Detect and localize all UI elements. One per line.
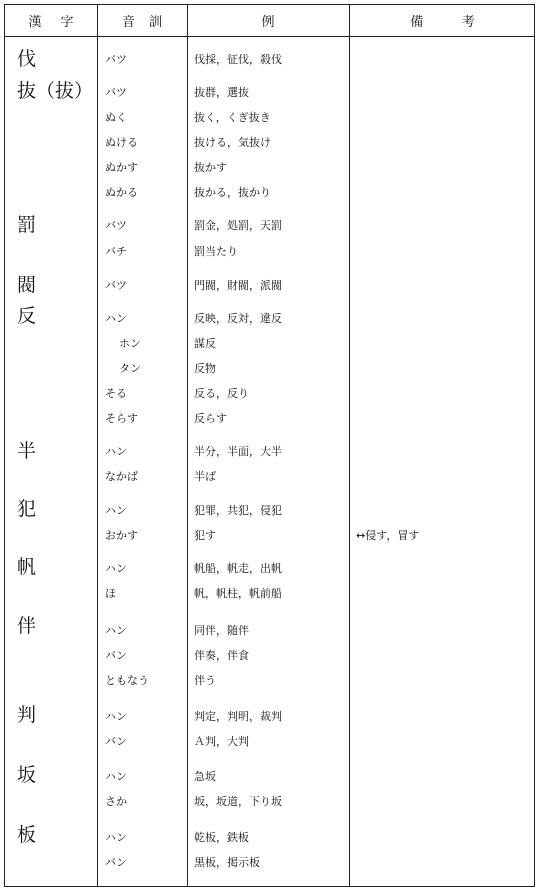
example-cell: 反らす xyxy=(194,412,227,425)
column-divider xyxy=(187,5,188,886)
reading-cell: ともなう xyxy=(105,674,149,687)
reading-cell: ぬかす xyxy=(105,161,138,174)
reading-cell: ハン xyxy=(105,504,127,517)
example-cell: 抜かる，抜かり xyxy=(194,186,271,199)
example-cell: 反映，反対，違反 xyxy=(194,312,282,325)
example-cell: 帆，帆柱，帆前船 xyxy=(194,587,282,600)
kanji-cell: 半 xyxy=(17,440,37,462)
reading-cell: ほ xyxy=(105,587,116,600)
example-cell: 門閥，財閥，派閥 xyxy=(194,279,282,292)
example-cell: 抜ける，気抜け xyxy=(194,136,271,149)
note-cell: ↔侵す，冒す xyxy=(356,529,420,542)
example-cell: 伐採，征伐，殺伐 xyxy=(194,53,282,66)
example-cell: 犯す xyxy=(194,529,216,542)
kanji-cell: 犯 xyxy=(17,498,37,520)
header-onkun-char: 訓 xyxy=(148,15,162,30)
header-note xyxy=(349,5,536,36)
reading-cell: ハン xyxy=(105,770,127,783)
reading-cell: バツ xyxy=(105,279,127,292)
example-cell: 反物 xyxy=(194,362,216,375)
example-cell: 伴奏，伴食 xyxy=(194,649,249,662)
example-cell: 帆船，帆走，出帆 xyxy=(194,562,282,575)
reading-cell: ぬかる xyxy=(105,186,138,199)
header-example-char: 例 xyxy=(261,15,275,30)
example-cell: 抜群，選抜 xyxy=(194,86,249,99)
example-cell: 謀反 xyxy=(194,337,216,350)
kanji-cell: 坂 xyxy=(17,764,37,786)
reading-cell: ハン xyxy=(105,562,127,575)
example-cell: 半分，半面，大半 xyxy=(194,445,282,458)
example-cell: 乾板，鉄板 xyxy=(194,831,249,844)
reading-cell: そらす xyxy=(105,412,138,425)
reading-cell: バン xyxy=(105,856,127,869)
column-divider xyxy=(349,5,350,886)
kanji-cell: 伐 xyxy=(17,48,37,70)
kanji-cell: 判 xyxy=(17,704,37,726)
header-onkun xyxy=(97,5,187,36)
example-cell: 同伴，随伴 xyxy=(194,624,249,637)
header-kanji-char: 漢 xyxy=(28,15,42,30)
reading-cell: なかば xyxy=(105,470,138,483)
reading-cell: そる xyxy=(105,387,127,400)
reading-cell: ぬく xyxy=(105,111,127,124)
example-cell: 犯罪，共犯，侵犯 xyxy=(194,504,282,517)
kanji-cell: 罰 xyxy=(17,214,37,236)
example-cell: 反る，反り xyxy=(194,387,249,400)
example-cell: 伴う xyxy=(194,674,216,687)
example-cell: 急坂 xyxy=(194,770,216,783)
example-cell: 黒板，掲示板 xyxy=(194,856,260,869)
reading-cell: ハン xyxy=(105,624,127,637)
reading-cell: おかす xyxy=(105,529,138,542)
example-cell: 罰金，処罰，天罰 xyxy=(194,219,282,232)
column-divider xyxy=(97,5,98,886)
kanji-cell: 伴 xyxy=(17,615,37,637)
header-kanji xyxy=(5,5,97,36)
reading-cell: タン xyxy=(119,362,141,375)
reading-cell: ハン xyxy=(105,710,127,723)
reading-cell: ハン xyxy=(105,831,127,844)
header-note-char: 備 xyxy=(410,15,424,30)
kanji-table xyxy=(4,4,535,887)
reading-cell: ハン xyxy=(105,445,127,458)
reading-cell: バツ xyxy=(105,53,127,66)
reading-cell: バチ xyxy=(105,245,127,258)
reading-cell: ぬける xyxy=(105,136,138,149)
reading-cell: ホン xyxy=(119,337,141,350)
reading-cell: バツ xyxy=(105,86,127,99)
kanji-cell: 抜（拔） xyxy=(17,80,94,102)
kanji-cell: 反 xyxy=(17,305,37,327)
reading-cell: さか xyxy=(105,795,127,808)
example-cell: 半ば xyxy=(194,470,216,483)
reading-cell: バツ xyxy=(105,219,127,232)
example-cell: 罰当たり xyxy=(194,245,238,258)
example-cell: Ａ判，大判 xyxy=(194,735,249,748)
header-example xyxy=(187,5,349,36)
reading-cell: バン xyxy=(105,735,127,748)
example-cell: 坂，坂道，下り坂 xyxy=(194,795,282,808)
header-note-char: 考 xyxy=(461,15,475,30)
header-divider xyxy=(5,36,534,37)
example-cell: 判定，判明，裁判 xyxy=(194,710,282,723)
reading-cell: バン xyxy=(105,649,127,662)
reading-cell: ハン xyxy=(105,312,127,325)
header-onkun-char: 音 xyxy=(121,15,135,30)
kanji-cell: 板 xyxy=(17,824,37,846)
example-cell: 抜く，くぎ抜き xyxy=(194,111,271,124)
header-kanji-char: 字 xyxy=(60,15,74,30)
kanji-cell: 帆 xyxy=(17,556,37,578)
example-cell: 抜かす xyxy=(194,161,227,174)
kanji-cell: 閥 xyxy=(17,274,37,296)
